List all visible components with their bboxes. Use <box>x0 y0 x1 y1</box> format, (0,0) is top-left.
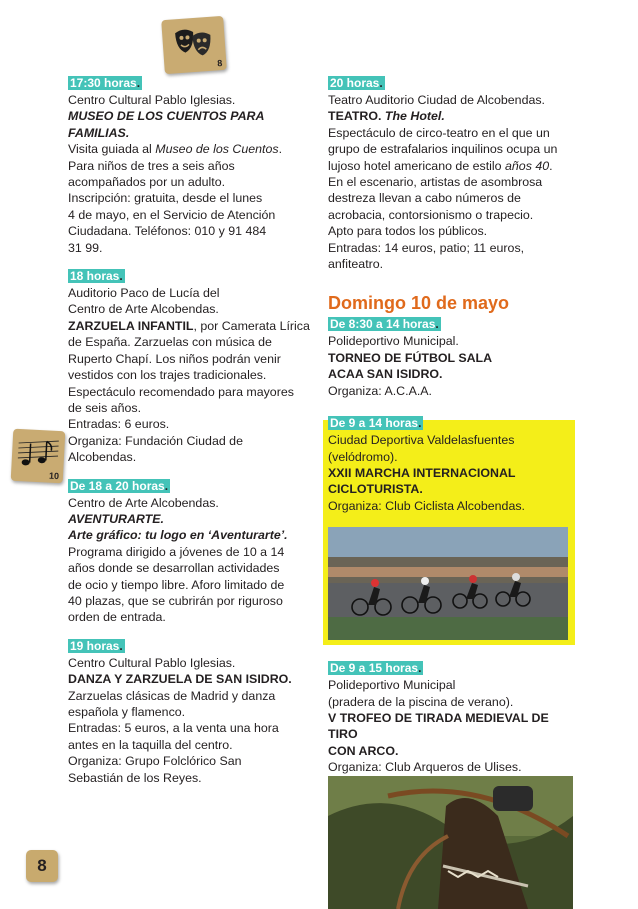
event-text: de seis años. <box>68 400 142 415</box>
event-text: Entradas: 6 euros. <box>68 417 170 432</box>
event-text: acompañados por un adulto. <box>68 175 226 190</box>
left-column <box>68 75 316 786</box>
event-text: española y flamenco. <box>68 705 186 719</box>
event-zarzuela-infantil <box>68 268 316 465</box>
event-text: 4 de mayo, en el Servicio de Atención <box>68 207 276 222</box>
event-text: antes en la taquilla del centro. <box>68 737 233 752</box>
event-venue: (pradera de la piscina de verano). <box>328 694 514 709</box>
event-title: ZARZUELA INFANTIL, por Camerata Lírica <box>68 318 310 333</box>
event-time: 17:30 horas. <box>70 76 141 90</box>
event-text: En el escenario, artistas de asombrosa <box>328 175 543 190</box>
event-text: Apto para todos los públicos. <box>328 224 488 239</box>
event-text: 40 plazas, que se cubrirán por riguroso <box>68 593 283 608</box>
event-visit: Visita guiada al Museo de los Cuentos. <box>68 142 283 157</box>
event-text: Sebastián de los Reyes. <box>68 770 202 785</box>
event-text: Ciudadana. Teléfonos: 010 y 91 484 <box>68 224 267 239</box>
event-time: 19 horas. <box>70 638 123 653</box>
event-time: De 8:30 a 14 horas. <box>330 317 439 332</box>
archery-photo <box>328 776 573 909</box>
event-futbol <box>328 316 573 399</box>
event-text: destreza llevan a cabo números de <box>328 191 521 206</box>
page-number: 8 <box>26 850 58 882</box>
event-title: CON ARCO. <box>328 743 399 758</box>
event-text: Alcobendas. <box>68 450 137 465</box>
event-venue: Centro Cultural Pablo Iglesias. <box>68 655 236 670</box>
event-text: Organiza: Club Arqueros de Ulises. <box>328 760 522 775</box>
event-text: Organiza: Grupo Folclórico San <box>68 754 242 769</box>
event-time: De 9 a 14 horas. <box>330 416 422 431</box>
section-heading-sunday: Domingo 10 de mayo <box>328 293 510 314</box>
event-museo <box>68 75 316 256</box>
event-text: Inscripción: gratuita, desde el lunes <box>68 191 263 206</box>
event-venue: Polideportivo Municipal. <box>328 334 459 349</box>
event-venue: Ciudad Deportiva Valdelasfuentes <box>328 433 515 448</box>
music-notes-icon <box>11 429 66 484</box>
event-text: Organiza: Fundación Ciudad de <box>68 433 243 448</box>
event-text: Organiza: Club Ciclista Alcobendas. <box>328 498 525 513</box>
tile-number: 10 <box>48 470 60 482</box>
event-venue: Centro de Arte Alcobendas. <box>68 495 219 510</box>
event-title: ACAA SAN ISIDRO. <box>328 367 443 382</box>
event-venue: (velódromo). <box>328 449 398 464</box>
event-arco <box>328 660 573 775</box>
event-title: MUSEO DE LOS CUENTOS PARA <box>68 109 265 124</box>
event-text: Para niños de tres a seis años <box>68 158 235 173</box>
event-title: XXII MARCHA INTERNACIONAL <box>328 465 516 480</box>
event-text: Programa dirigido a jóvenes de 10 a 14 <box>68 544 285 559</box>
event-title: AVENTURARTE. <box>68 511 164 526</box>
event-text: acrobacia, contorsionismo o trapecio. <box>328 207 534 222</box>
right-column <box>328 75 573 776</box>
event-title: FAMILIAS. <box>68 125 130 140</box>
event-aventurarte <box>68 478 316 626</box>
event-text: de ocio y tiempo libre. Aforo limitado de <box>68 577 285 592</box>
event-title: TORNEO DE FÚTBOL SALA <box>328 350 493 365</box>
event-text: orden de entrada. <box>68 610 166 625</box>
event-title: DANZA Y ZARZUELA DE SAN ISIDRO. <box>68 672 292 687</box>
event-time: 18 horas. <box>70 269 123 284</box>
tile-number: 8 <box>216 58 223 69</box>
event-text: lujoso hotel americano de estilo años 40. <box>328 158 553 173</box>
event-text: Zarzuelas clásicas de Madrid y danza <box>68 688 276 703</box>
event-text: Ruperto Chapí. Los niños podrán venir <box>68 351 281 366</box>
event-time: 20 horas. <box>330 76 383 90</box>
event-text: Espectáculo de circo-teatro en el que un <box>328 125 550 140</box>
event-text: vestidos con los trajes tradicionales. <box>68 368 267 383</box>
event-text: Espectáculo recomendado para mayores <box>68 384 294 399</box>
event-text: 31 99. <box>68 240 103 255</box>
event-text: Entradas: 14 euros, patio; 11 euros, <box>328 240 525 255</box>
event-venue: Polideportivo Municipal <box>328 678 456 693</box>
event-venue: Centro de Arte Alcobendas. <box>68 302 219 317</box>
event-text: grupo de estrafalarios inquilinos ocupa un <box>328 142 558 157</box>
event-subtitle: Arte gráfico: tu logo en ‘Aventurarte’. <box>68 528 288 543</box>
event-text: Organiza: A.C.A.A. <box>328 383 432 398</box>
event-ciclo <box>328 415 573 514</box>
event-venue: Teatro Auditorio Ciudad de Alcobendas. <box>328 93 545 107</box>
event-time: De 9 a 15 horas. <box>330 661 422 676</box>
event-teatro <box>328 75 573 272</box>
event-text: años donde se desarrollan actividades <box>68 561 280 576</box>
event-text: Entradas: 5 euros, a la venta una hora <box>68 721 279 736</box>
theatre-masks-icon <box>161 16 227 74</box>
event-danza-zarzuela <box>68 638 316 786</box>
event-text: de España. Zarzuelas con música de <box>68 335 272 350</box>
event-text: anfiteatro. <box>328 257 384 272</box>
event-title: TEATRO. The Hotel. <box>328 109 445 124</box>
event-venue: Centro Cultural Pablo Iglesias. <box>68 93 236 107</box>
event-venue: Auditorio Paco de Lucía del <box>68 286 220 301</box>
event-title: CICLOTURISTA. <box>328 482 423 497</box>
event-title: V TROFEO DE TIRADA MEDIEVAL DE TIRO <box>328 710 549 742</box>
event-time: De 18 a 20 horas. <box>70 478 169 493</box>
